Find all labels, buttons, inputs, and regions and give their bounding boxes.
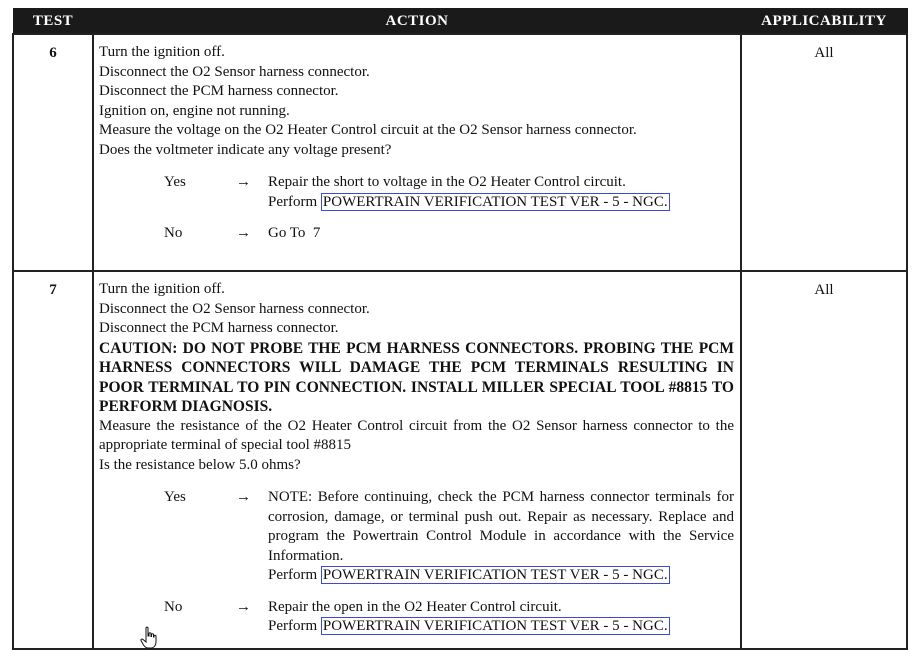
header-action: ACTION xyxy=(93,9,741,35)
action-cell xyxy=(93,271,741,649)
perform-label: Perform xyxy=(268,618,318,634)
perform-label: Perform xyxy=(268,567,318,583)
perform-label: Perform xyxy=(268,193,318,210)
note-text: NOTE: Before continuing, check the PCM harness connector terminals for corrosion, damage, or terminal push out. Repair as necessary. Replace and program the Powertrain Control Module in accordance with the Service Information. xyxy=(268,489,734,564)
applicability-cell: All xyxy=(741,271,907,649)
arrow-icon: → xyxy=(236,225,251,241)
no-label: No xyxy=(164,598,183,615)
verification-test-link[interactable]: POWERTRAIN VERIFICATION TEST VER - 5 - NGC. xyxy=(322,193,668,210)
table-row xyxy=(13,34,907,271)
no-text: Go To 7 xyxy=(268,225,321,241)
step-text: Disconnect the O2 Sensor harness connector. xyxy=(99,63,370,80)
no-label: No xyxy=(164,225,183,241)
caution-text: CAUTION: DO NOT PROBE THE PCM HARNESS CONNECTORS. PROBING THE PCM HARNESS CONNECTORS WILL DAMAGE THE PCM TERMINALS RESULTING IN POOR TERMINAL TO PIN CONNECTION. INSTALL MILLER SPECIAL TOOL #8815 TO PERFORM DIAGNOSIS. xyxy=(99,339,734,415)
step-text: Turn the ignition off. xyxy=(99,44,225,60)
step-text: Disconnect the O2 Sensor harness connector. xyxy=(99,300,370,317)
no-response xyxy=(99,224,734,244)
arrow-icon: → xyxy=(236,174,251,190)
no-response xyxy=(99,598,734,637)
step-text: Disconnect the PCM harness connector. xyxy=(99,83,339,99)
verification-test-link[interactable]: POWERTRAIN VERIFICATION TEST VER - 5 - NGC. xyxy=(322,618,668,634)
yes-label: Yes xyxy=(164,174,186,190)
header-test: TEST xyxy=(13,9,93,35)
yes-body xyxy=(268,488,734,586)
hand-pointer-icon xyxy=(140,626,158,650)
verification-test-link[interactable]: POWERTRAIN VERIFICATION TEST VER - 5 - NGC. xyxy=(322,567,668,583)
step-text: Ignition on, engine not running. xyxy=(99,102,290,119)
arrow-icon: → xyxy=(236,489,251,505)
yes-response xyxy=(99,173,734,212)
test-number: 6 xyxy=(13,34,93,271)
table-row xyxy=(13,271,907,649)
header-row xyxy=(13,9,907,35)
arrow-icon: → xyxy=(236,598,251,615)
yes-label: Yes xyxy=(164,489,186,505)
yes-body xyxy=(268,173,734,212)
step-text: Measure the voltage on the O2 Heater Control circuit at the O2 Sensor harness connector. xyxy=(99,122,637,138)
yes-response xyxy=(99,488,734,586)
step-text: Measure the resistance of the O2 Heater Control circuit from the O2 Sensor harness connector to the appropriate terminal of special tool #8815 xyxy=(99,417,734,453)
diagnostic-test-table xyxy=(12,8,908,650)
no-body xyxy=(268,598,734,637)
no-text: Repair the open in the O2 Heater Control circuit. xyxy=(268,598,562,615)
step-text: Turn the ignition off. xyxy=(99,281,225,297)
yes-text: Repair the short to voltage in the O2 Heater Control circuit. xyxy=(268,174,626,190)
action-cell xyxy=(93,34,741,271)
step-text: Disconnect the PCM harness connector. xyxy=(99,320,339,336)
question-text: Does the voltmeter indicate any voltage present? xyxy=(99,141,392,158)
applicability-cell: All xyxy=(741,34,907,271)
header-applicability: APPLICABILITY xyxy=(741,9,907,35)
test-number: 7 xyxy=(13,271,93,649)
question-text: Is the resistance below 5.0 ohms? xyxy=(99,456,301,473)
